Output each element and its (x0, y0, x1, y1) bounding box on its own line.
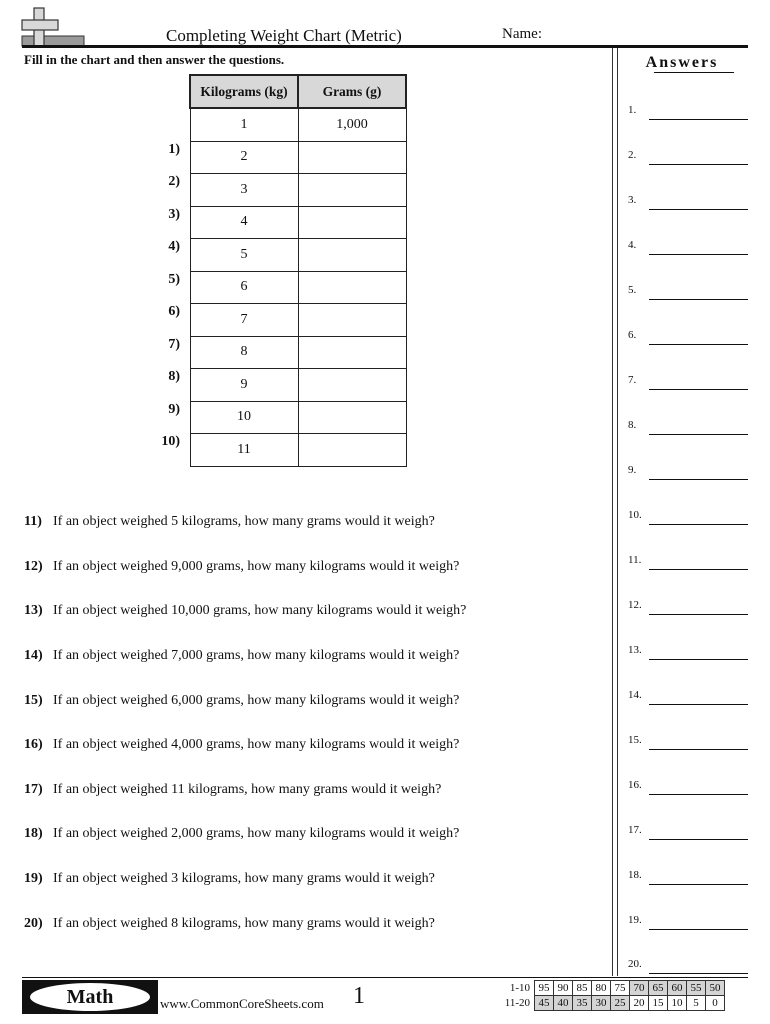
answer-number: 5. (628, 284, 637, 296)
row-number: 1) (168, 142, 180, 157)
score-cell: 50 (706, 981, 725, 996)
score-cell: 55 (687, 981, 706, 996)
answer-line[interactable] (628, 554, 748, 570)
score-cell: 90 (554, 981, 573, 996)
answer-number: 4. (628, 239, 637, 251)
page-number: 1 (353, 983, 365, 1009)
table-row (190, 271, 406, 304)
answer-number: 13. (628, 644, 642, 656)
score-cell: 75 (611, 981, 630, 996)
grams-cell[interactable] (298, 304, 406, 337)
score-cell: 20 (630, 996, 649, 1011)
question-number: 17) (24, 782, 43, 797)
answer-number: 8. (628, 419, 637, 431)
kilograms-cell: 9 (190, 369, 298, 402)
question-number: 19) (24, 871, 43, 886)
grams-cell[interactable] (298, 271, 406, 304)
name-label: Name: (502, 26, 542, 42)
answers-heading-underline (654, 72, 734, 73)
answer-number: 11. (628, 554, 642, 566)
score-row (498, 996, 725, 1011)
question-item (24, 693, 459, 709)
score-cell: 70 (630, 981, 649, 996)
table-row (190, 369, 406, 402)
kilograms-cell: 11 (190, 434, 298, 467)
question-text: If an object weighed 10,000 grams, how many kilograms would it weigh? (53, 603, 467, 618)
conversion-table (189, 74, 407, 467)
question-number: 18) (24, 826, 43, 841)
table-row (190, 174, 406, 207)
score-cell: 35 (573, 996, 592, 1011)
table-row (190, 401, 406, 434)
answer-number: 9. (628, 464, 637, 476)
score-cell: 15 (649, 996, 668, 1011)
question-text: If an object weighed 7,000 grams, how many kilograms would it weigh? (53, 648, 460, 663)
row-number: 5) (168, 272, 180, 287)
score-cell: 30 (592, 996, 611, 1011)
table-row (190, 239, 406, 272)
question-item (24, 603, 466, 619)
score-cell: 80 (592, 981, 611, 996)
row-number: 10) (161, 434, 180, 449)
row-number: 6) (168, 304, 180, 319)
score-cell: 40 (554, 996, 573, 1011)
question-item (24, 514, 435, 530)
question-text: If an object weighed 6,000 grams, how many kilograms would it weigh? (53, 693, 460, 708)
kilograms-cell: 5 (190, 239, 298, 272)
question-text: If an object weighed 11 kilograms, how many grams would it weigh? (53, 782, 442, 797)
question-number: 16) (24, 737, 43, 752)
question-number: 11) (24, 514, 42, 529)
answer-line[interactable] (628, 599, 748, 615)
answer-line[interactable] (628, 239, 748, 255)
answer-number: 7. (628, 374, 637, 386)
score-cell: 5 (687, 996, 706, 1011)
table-row (190, 206, 406, 239)
kilograms-cell: 6 (190, 271, 298, 304)
table-row (190, 141, 406, 174)
question-text: If an object weighed 5 kilograms, how many grams would it weigh? (53, 514, 435, 529)
answer-number: 3. (628, 194, 637, 206)
answer-line[interactable] (628, 149, 748, 165)
question-number: 15) (24, 693, 43, 708)
score-cell: 65 (649, 981, 668, 996)
instructions: Fill in the chart and then answer the questions. (24, 52, 285, 67)
answer-line[interactable] (628, 284, 748, 300)
answer-number: 17. (628, 824, 642, 836)
score-cell: 85 (573, 981, 592, 996)
column-header-grams: Grams (g) (298, 75, 406, 108)
grams-cell[interactable] (298, 434, 406, 467)
answer-line[interactable] (628, 419, 748, 435)
math-label: Math (30, 983, 150, 1011)
answer-number: 14. (628, 689, 642, 701)
row-number: 9) (168, 402, 180, 417)
question-number: 13) (24, 603, 43, 618)
answer-line[interactable] (628, 734, 748, 750)
kilograms-cell: 7 (190, 304, 298, 337)
answer-line[interactable] (628, 329, 748, 345)
answer-line[interactable] (628, 509, 748, 525)
question-item (24, 559, 459, 575)
table-row (190, 336, 406, 369)
header-divider (22, 45, 748, 48)
table-row (190, 108, 406, 141)
answer-line[interactable] (628, 958, 748, 974)
kilograms-cell: 10 (190, 401, 298, 434)
answer-number: 1. (628, 104, 637, 116)
question-number: 14) (24, 648, 43, 663)
row-number: 3) (168, 207, 180, 222)
answers-heading: Answers (645, 54, 719, 71)
answer-number: 10. (628, 509, 642, 521)
score-cell: 45 (535, 996, 554, 1011)
kilograms-cell: 2 (190, 141, 298, 174)
footer-divider (22, 977, 748, 978)
question-item (24, 782, 441, 798)
table-row (190, 304, 406, 337)
column-header-kilograms: Kilograms (kg) (190, 75, 298, 108)
row-number: 8) (168, 369, 180, 384)
answer-number: 16. (628, 779, 642, 791)
answer-line[interactable] (628, 104, 748, 120)
answer-number: 6. (628, 329, 637, 341)
answer-line[interactable] (628, 779, 748, 795)
answer-line[interactable] (628, 374, 748, 390)
answer-number: 19. (628, 914, 642, 926)
question-item (24, 737, 459, 753)
page-title: Completing Weight Chart (Metric) (166, 26, 402, 45)
question-number: 20) (24, 916, 43, 931)
score-cell: 60 (668, 981, 687, 996)
answer-line[interactable] (628, 644, 748, 660)
question-text: If an object weighed 3 kilograms, how many grams would it weigh? (53, 871, 435, 886)
row-number: 2) (168, 174, 180, 189)
grams-cell[interactable] (298, 401, 406, 434)
question-text: If an object weighed 2,000 grams, how many kilograms would it weigh? (53, 826, 460, 841)
score-cell: 0 (706, 996, 725, 1011)
answer-number: 12. (628, 599, 642, 611)
question-text: If an object weighed 8 kilograms, how many grams would it weigh? (53, 916, 435, 931)
answer-number: 20. (628, 958, 642, 970)
answer-line[interactable] (628, 824, 748, 840)
row-number: 7) (168, 337, 180, 352)
kilograms-cell: 1 (190, 108, 298, 141)
answers-divider (612, 48, 618, 976)
question-text: If an object weighed 4,000 grams, how many kilograms would it weigh? (53, 737, 460, 752)
grams-cell[interactable] (298, 336, 406, 369)
score-cell: 10 (668, 996, 687, 1011)
answer-number: 15. (628, 734, 642, 746)
question-item (24, 826, 459, 842)
score-range-label: 1-10 (509, 982, 530, 994)
score-cell: 95 (535, 981, 554, 996)
score-range-label: 11-20 (504, 997, 530, 1009)
score-cell: 25 (611, 996, 630, 1011)
answer-line[interactable] (628, 869, 748, 885)
answer-line[interactable] (628, 194, 748, 210)
kilograms-cell: 4 (190, 206, 298, 239)
answer-line[interactable] (628, 464, 748, 480)
website-link[interactable]: www.CommonCoreSheets.com (160, 996, 324, 1011)
answer-number: 18. (628, 869, 642, 881)
answer-line[interactable] (628, 689, 748, 705)
answer-number: 2. (628, 149, 637, 161)
question-text: If an object weighed 9,000 grams, how many kilograms would it weigh? (53, 559, 460, 574)
grams-cell[interactable] (298, 206, 406, 239)
grams-cell[interactable] (298, 174, 406, 207)
table-row (190, 434, 406, 467)
math-badge (22, 980, 158, 1014)
plus-logo-icon (20, 6, 86, 48)
score-table (498, 980, 725, 1011)
grams-cell[interactable] (298, 141, 406, 174)
question-item (24, 871, 435, 887)
kilograms-cell: 3 (190, 174, 298, 207)
kilograms-cell: 8 (190, 336, 298, 369)
grams-cell: 1,000 (298, 108, 406, 141)
row-number: 4) (168, 239, 180, 254)
question-item (24, 916, 435, 932)
grams-cell[interactable] (298, 239, 406, 272)
score-row (498, 981, 725, 996)
answer-line[interactable] (628, 914, 748, 930)
question-item (24, 648, 459, 664)
grams-cell[interactable] (298, 369, 406, 402)
question-number: 12) (24, 559, 43, 574)
